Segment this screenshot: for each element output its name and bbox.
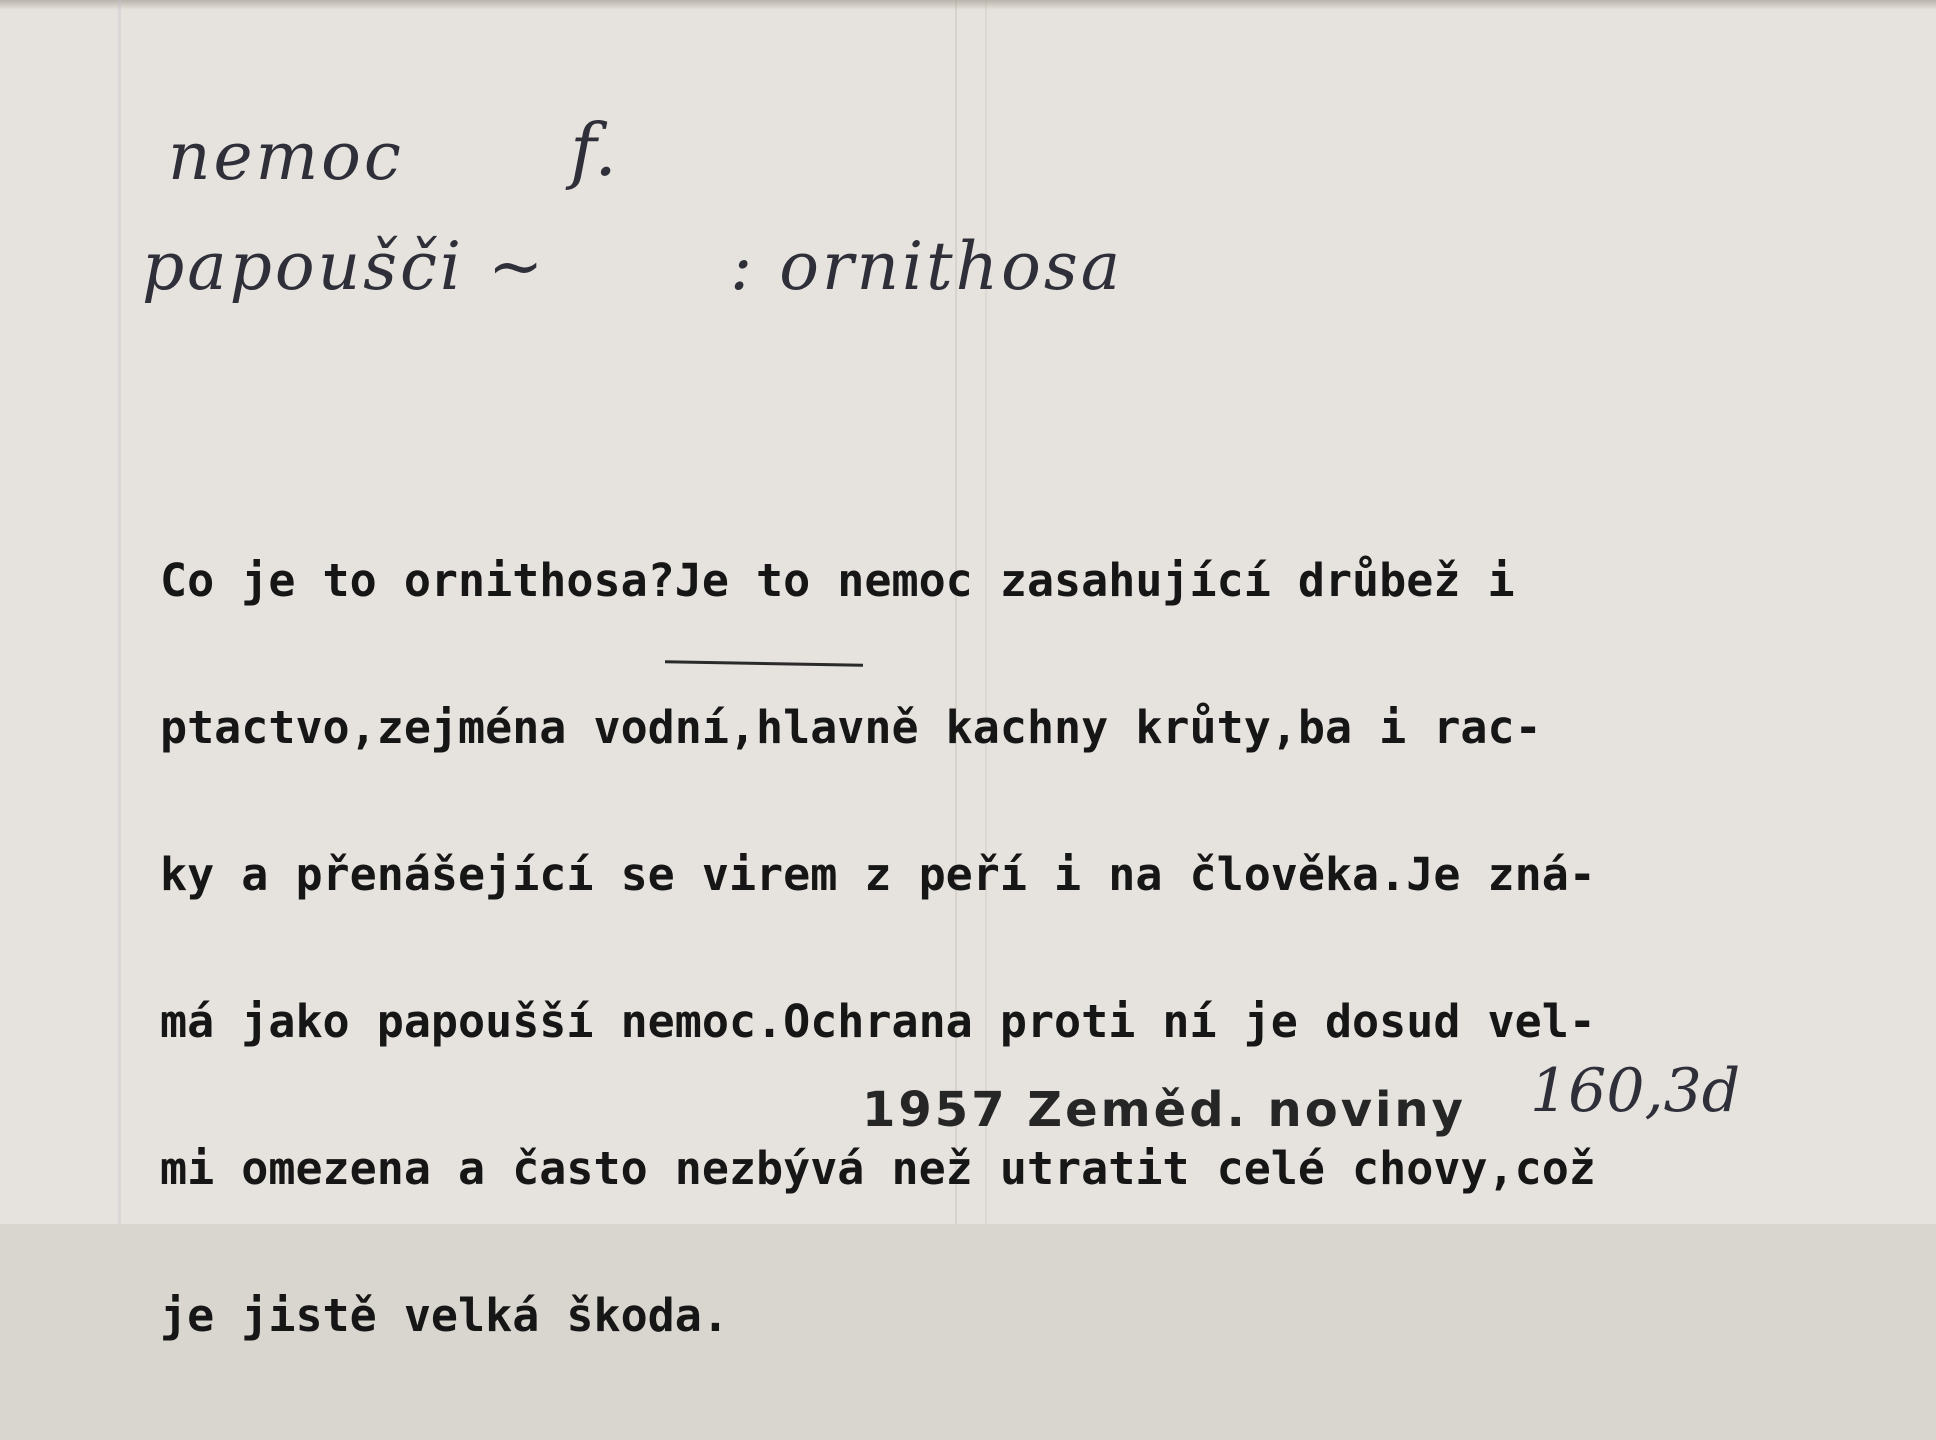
term (730, 228, 1123, 305)
text-line: Co je to ornithosa?Je to nemoc zasahující drůbež i (160, 554, 1515, 607)
text-line: má jako papoušší nemoc.Ochrana proti ní je dosud vel- (160, 995, 1596, 1048)
source-citation: 1957 Zeměd. noviny (862, 1082, 1466, 1138)
text-line: ptactvo,zejména vodní,hlavně kachny krůty,ba i rac- (160, 701, 1542, 754)
text-line: ky a přenášející se virem z peří i na člověka.Je zná- (160, 848, 1596, 901)
phrase (142, 228, 546, 305)
card-top-edge (0, 0, 1936, 10)
headword: nemoc (168, 118, 404, 195)
gender-label: f. (570, 108, 617, 192)
term-text: ornithosa (779, 228, 1124, 305)
text-line: mi omezena a často nezbývá než utratit celé chovy,což (160, 1142, 1596, 1195)
margin-line (118, 0, 121, 1224)
source-reference: 160,3d (1530, 1056, 1741, 1126)
text-line: je jistě velká škoda. (160, 1289, 729, 1342)
typed-text (160, 458, 1596, 1438)
term-separator: : (730, 228, 756, 305)
phrase-text: papoušči ~ (142, 228, 547, 305)
